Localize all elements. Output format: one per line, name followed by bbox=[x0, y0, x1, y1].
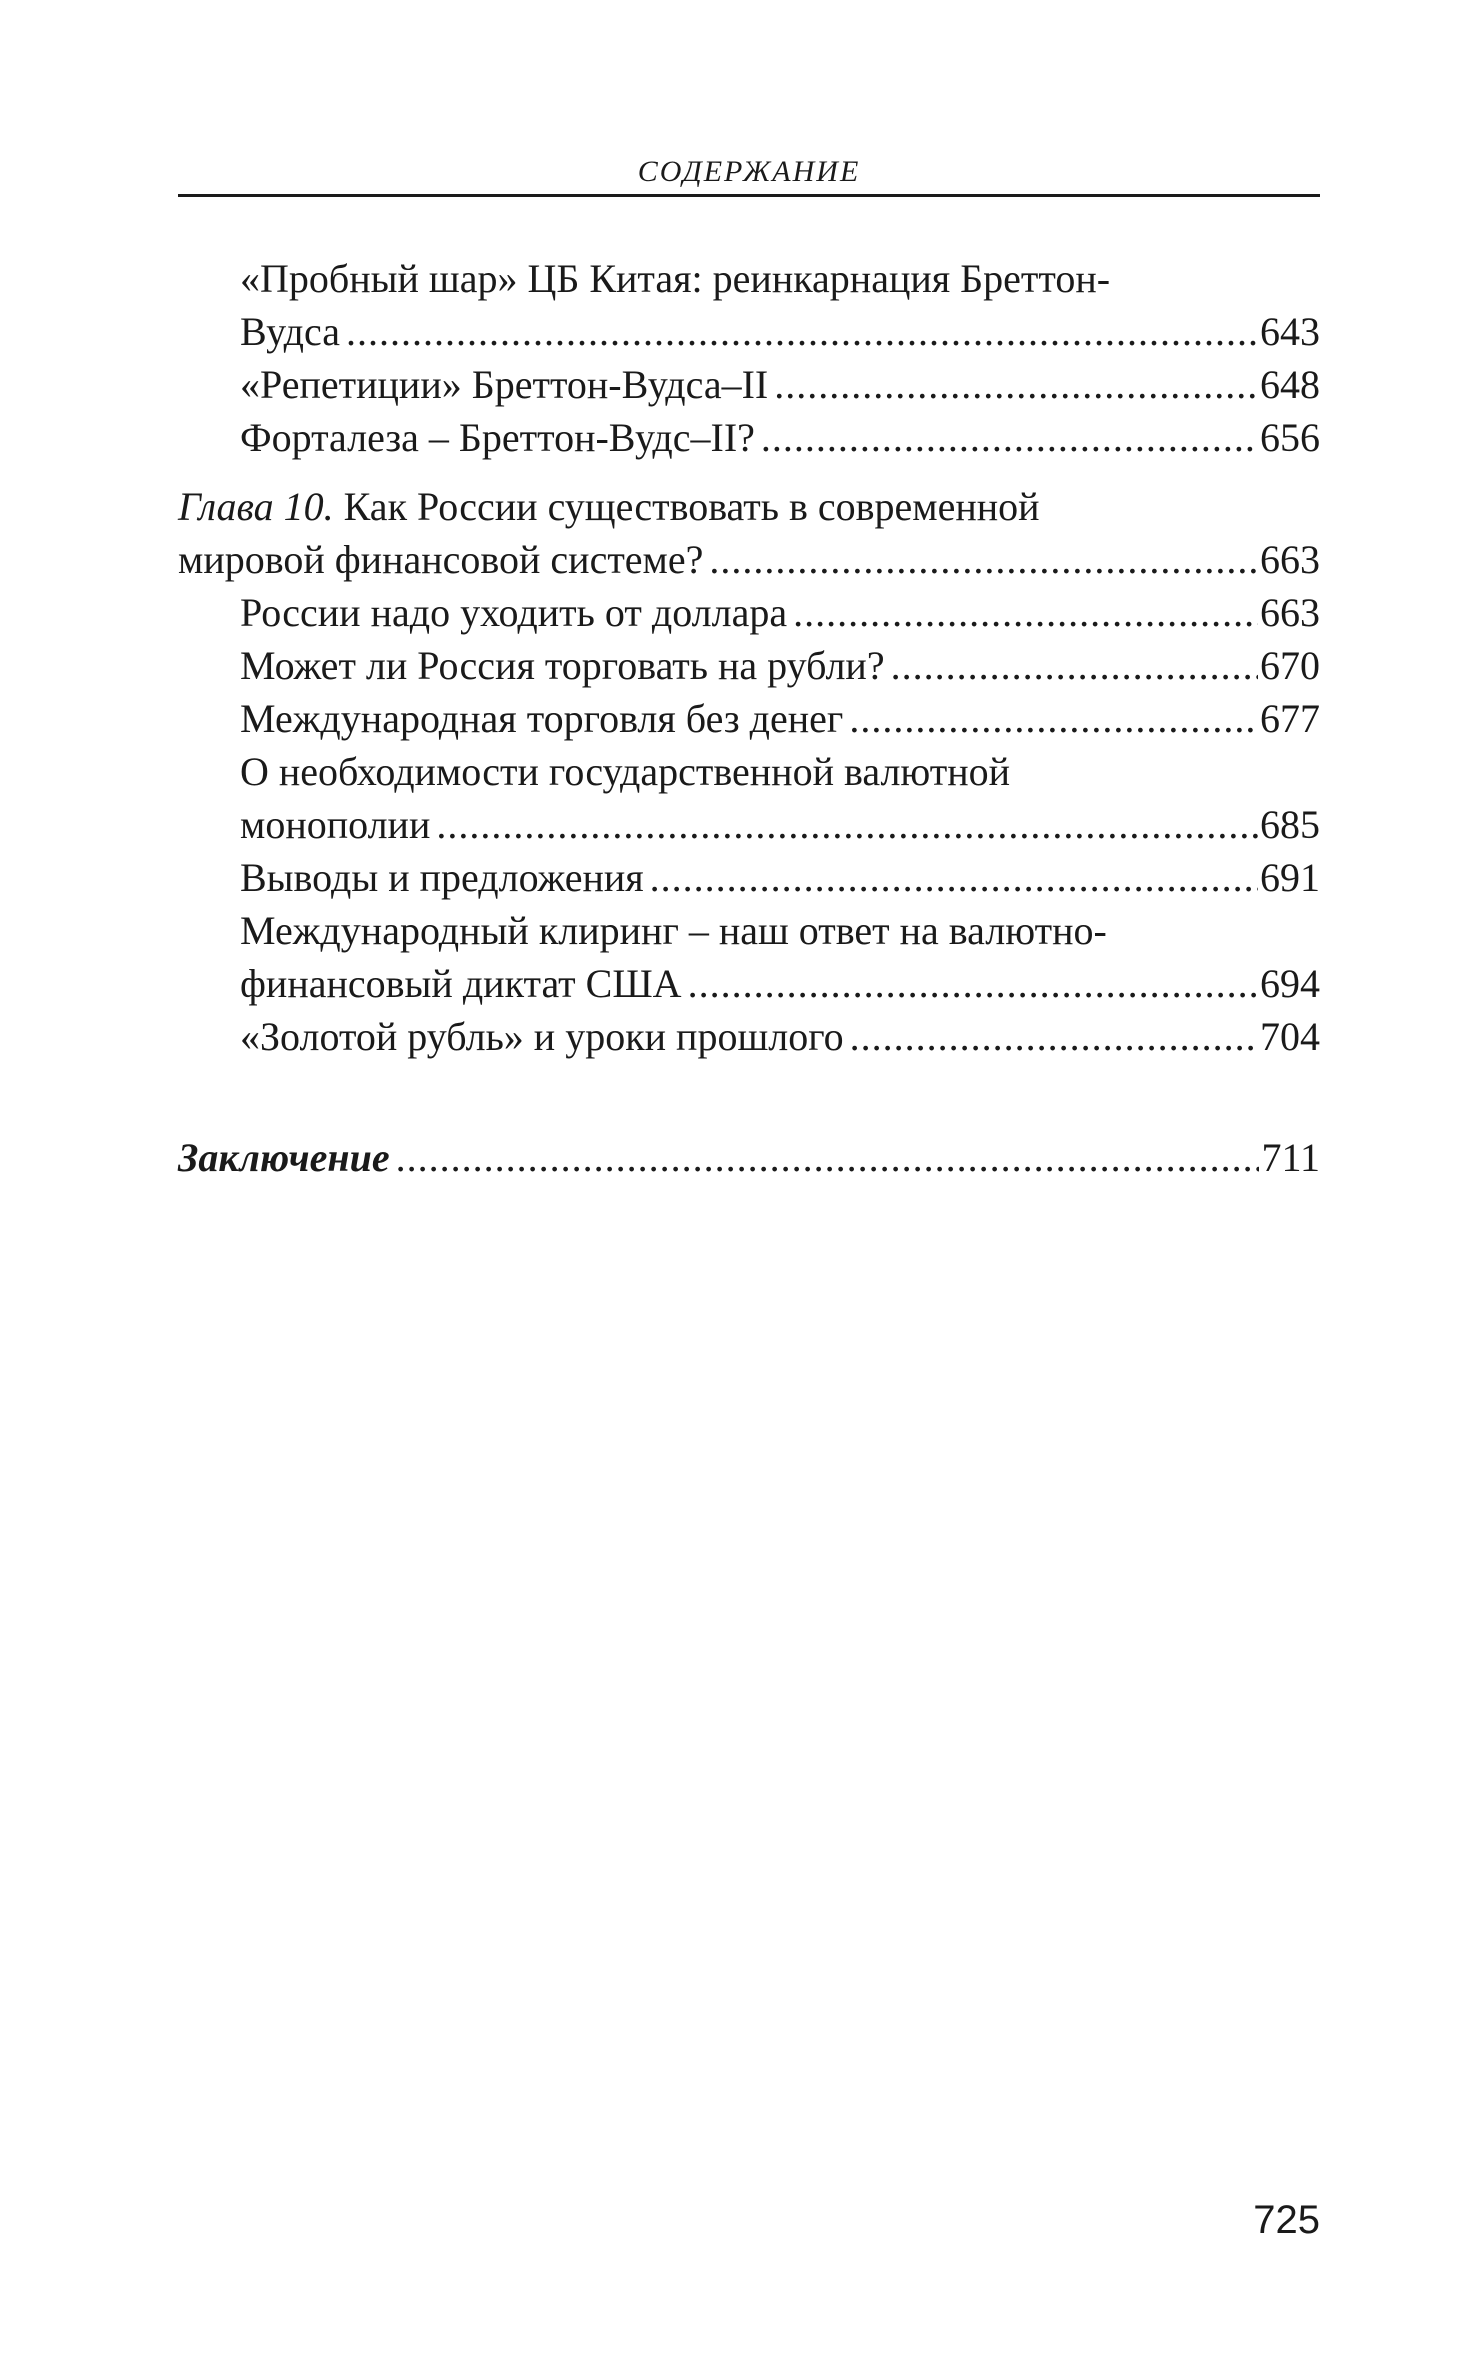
dot-leader bbox=[850, 1010, 1258, 1063]
toc-entry-trade-rubles[interactable] bbox=[178, 639, 1320, 692]
toc-page-number: 648 bbox=[1260, 362, 1320, 407]
dot-leader bbox=[761, 411, 1258, 464]
toc-chapter-10[interactable] bbox=[178, 480, 1320, 586]
chapter-label: Глава 10. bbox=[178, 484, 334, 529]
toc-entry-title: Может ли Россия торговать на рубли? bbox=[240, 643, 885, 688]
dot-leader bbox=[793, 586, 1258, 639]
toc-page-number: 704 bbox=[1260, 1014, 1320, 1059]
toc-entry-title-line2: монополии bbox=[240, 802, 431, 847]
toc-entry-rehearsals[interactable] bbox=[178, 358, 1320, 411]
running-head: СОДЕРЖАНИЕ bbox=[637, 155, 861, 188]
toc-entry-title: Форталеза – Бреттон-Вудс–II? bbox=[240, 415, 755, 460]
toc-entry-title: «Золотой рубль» и уроки прошлого bbox=[240, 1014, 844, 1059]
toc-page-number: 670 bbox=[1260, 643, 1320, 688]
toc-page-number: 643 bbox=[1260, 309, 1320, 354]
toc-entry-china-probe[interactable] bbox=[178, 252, 1320, 358]
table-of-contents bbox=[178, 252, 1320, 1184]
toc-entry-title: Международная торговля без денег bbox=[240, 696, 844, 741]
toc-entry-leave-dollar[interactable] bbox=[178, 586, 1320, 639]
toc-page-number: 691 bbox=[1260, 855, 1320, 900]
toc-page-number: 711 bbox=[1261, 1135, 1320, 1180]
toc-page-number: 677 bbox=[1260, 696, 1320, 741]
toc-entry-title: России надо уходить от доллара bbox=[240, 590, 788, 635]
dot-leader bbox=[849, 692, 1258, 745]
toc-page-number: 685 bbox=[1260, 802, 1320, 847]
header-rule bbox=[178, 194, 1320, 197]
toc-entry-currency-monopoly[interactable] bbox=[178, 745, 1320, 851]
dot-leader bbox=[709, 533, 1258, 586]
toc-entry-title-line2: финансовый диктат США bbox=[240, 961, 682, 1006]
toc-entry-international-clearing[interactable] bbox=[178, 904, 1320, 1010]
toc-entry-title-line1: «Пробный шар» ЦБ Китая: реинкарнация Бреттон- bbox=[240, 256, 1111, 301]
toc-entry-trade-without-money[interactable] bbox=[178, 692, 1320, 745]
toc-entry-title: «Репетиции» Бреттон-Вудса–II bbox=[240, 362, 769, 407]
toc-page-number: 694 bbox=[1260, 961, 1320, 1006]
dot-leader bbox=[346, 305, 1258, 358]
toc-entry-fortaleza[interactable] bbox=[178, 411, 1320, 464]
toc-page-number: 663 bbox=[1260, 537, 1320, 582]
dot-leader bbox=[688, 957, 1258, 1010]
toc-entry-conclusions-proposals[interactable] bbox=[178, 851, 1320, 904]
toc-entry-golden-ruble[interactable] bbox=[178, 1010, 1320, 1063]
toc-entry-title: Заключение bbox=[178, 1135, 390, 1180]
page-number: 725 bbox=[1253, 2198, 1320, 2242]
dot-leader bbox=[774, 358, 1258, 411]
chapter-title-line1: Как России существовать в современной bbox=[333, 484, 1040, 529]
toc-page-number: 656 bbox=[1260, 415, 1320, 460]
toc-entry-title: Выводы и предложения bbox=[240, 855, 644, 900]
chapter-title-line2: мировой финансовой системе? bbox=[178, 537, 704, 582]
toc-entry-conclusion[interactable] bbox=[178, 1131, 1320, 1184]
toc-entry-title-line1: О необходимости государственной валютной bbox=[240, 749, 1011, 794]
toc-entry-title-line1: Международный клиринг – наш ответ на валютно- bbox=[240, 908, 1107, 953]
dot-leader bbox=[891, 639, 1258, 692]
toc-page-number: 663 bbox=[1260, 590, 1320, 635]
dot-leader bbox=[650, 851, 1258, 904]
toc-entry-title-line2: Вудса bbox=[240, 309, 340, 354]
dot-leader bbox=[436, 798, 1258, 851]
dot-leader bbox=[396, 1131, 1260, 1184]
